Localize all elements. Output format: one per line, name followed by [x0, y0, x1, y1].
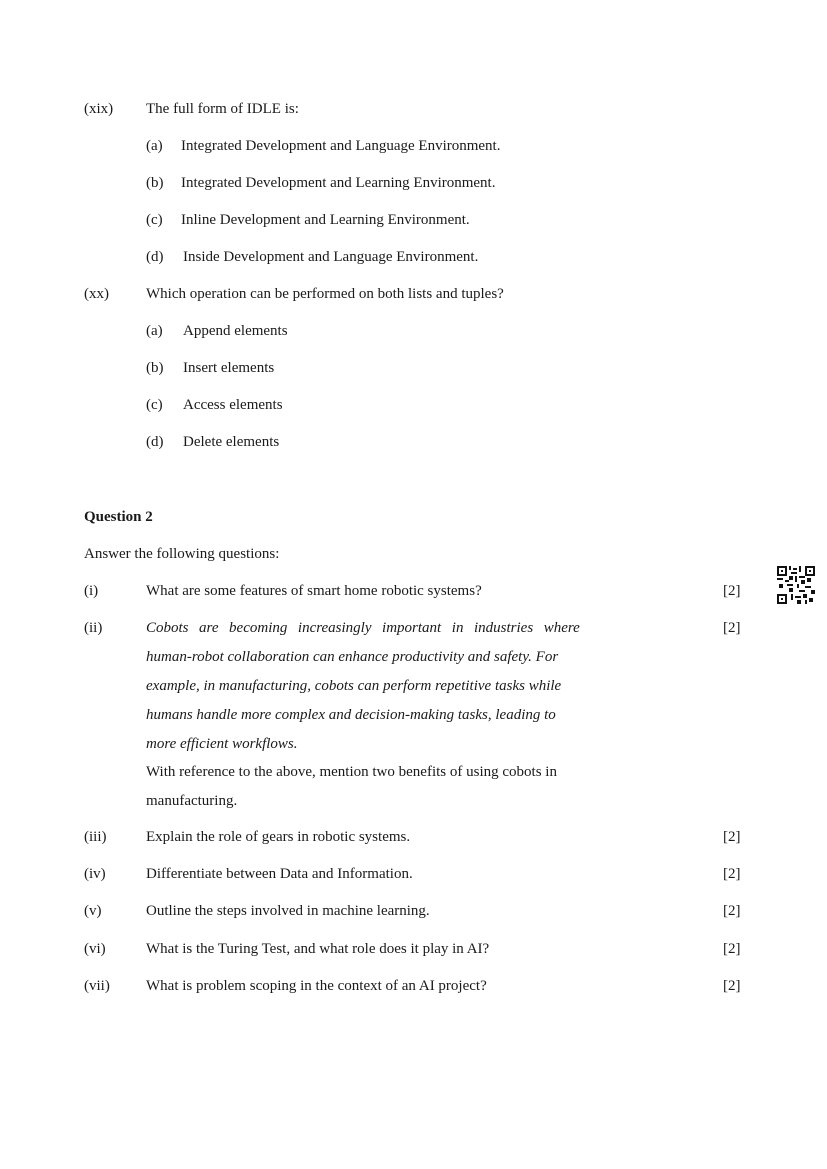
question-text: Differentiate between Data and Information. [146, 866, 413, 882]
question-number: (iii) [84, 829, 107, 845]
passage-line: more efficient workflows. [146, 736, 298, 752]
marks: [2] [723, 829, 741, 845]
option-label: (b) [146, 360, 164, 376]
question-number: (vii) [84, 978, 110, 994]
passage-line: humans handle more complex and decision-making tasks, leading to [146, 707, 556, 723]
option-label: (d) [146, 249, 164, 265]
marks: [2] [723, 941, 741, 957]
option-text: Inline Development and Learning Environment. [181, 212, 470, 228]
passage-line: example, in manufacturing, cobots can perform repetitive tasks while [146, 678, 562, 694]
marks: [2] [723, 903, 741, 919]
instruction-text: Answer the following questions: [84, 546, 280, 562]
option-label: (d) [146, 434, 164, 450]
marks: [2] [723, 620, 741, 636]
option-label: (c) [146, 397, 163, 413]
question-number: (xix) [84, 101, 114, 117]
option-label: (a) [146, 138, 163, 154]
marks: [2] [723, 978, 741, 994]
question-text: manufacturing. [146, 793, 238, 809]
option-label: (b) [146, 175, 164, 191]
marks: [2] [723, 866, 741, 882]
option-label: (c) [146, 212, 163, 228]
passage-line: Cobots are becoming increasingly important in industries where [146, 620, 580, 636]
question-number: (i) [84, 583, 99, 599]
question-text: Outline the steps involved in machine learning. [146, 903, 430, 919]
option-text: Delete elements [183, 434, 280, 450]
question-number: (iv) [84, 866, 106, 882]
option-text: Append elements [183, 323, 288, 339]
question-text: What is the Turing Test, and what role does it play in AI? [146, 941, 490, 957]
question-text: What is problem scoping in the context of an AI project? [146, 978, 487, 994]
question-text: Which operation can be performed on both lists and tuples? [146, 286, 504, 302]
question-text: With reference to the above, mention two benefits of using cobots in [146, 764, 557, 780]
option-text: Integrated Development and Learning Environment. [181, 175, 496, 191]
marks: [2] [723, 583, 741, 599]
question-text: The full form of IDLE is: [146, 101, 299, 117]
question-number: (vi) [84, 941, 106, 957]
question-number: (v) [84, 903, 102, 919]
option-text: Inside Development and Language Environment. [183, 249, 479, 265]
option-text: Insert elements [183, 360, 275, 376]
option-label: (a) [146, 323, 163, 339]
question-text: Explain the role of gears in robotic systems. [146, 829, 411, 845]
option-text: Access elements [183, 397, 283, 413]
question-number: (xx) [84, 286, 109, 302]
question-text: What are some features of smart home robotic systems? [146, 583, 482, 599]
section-heading: Question 2 [84, 509, 153, 525]
question-number: (ii) [84, 620, 103, 636]
qr-code-icon [777, 566, 815, 604]
option-text: Integrated Development and Language Environment. [181, 138, 501, 154]
passage-line: human-robot collaboration can enhance productivity and safety. For [146, 649, 559, 665]
